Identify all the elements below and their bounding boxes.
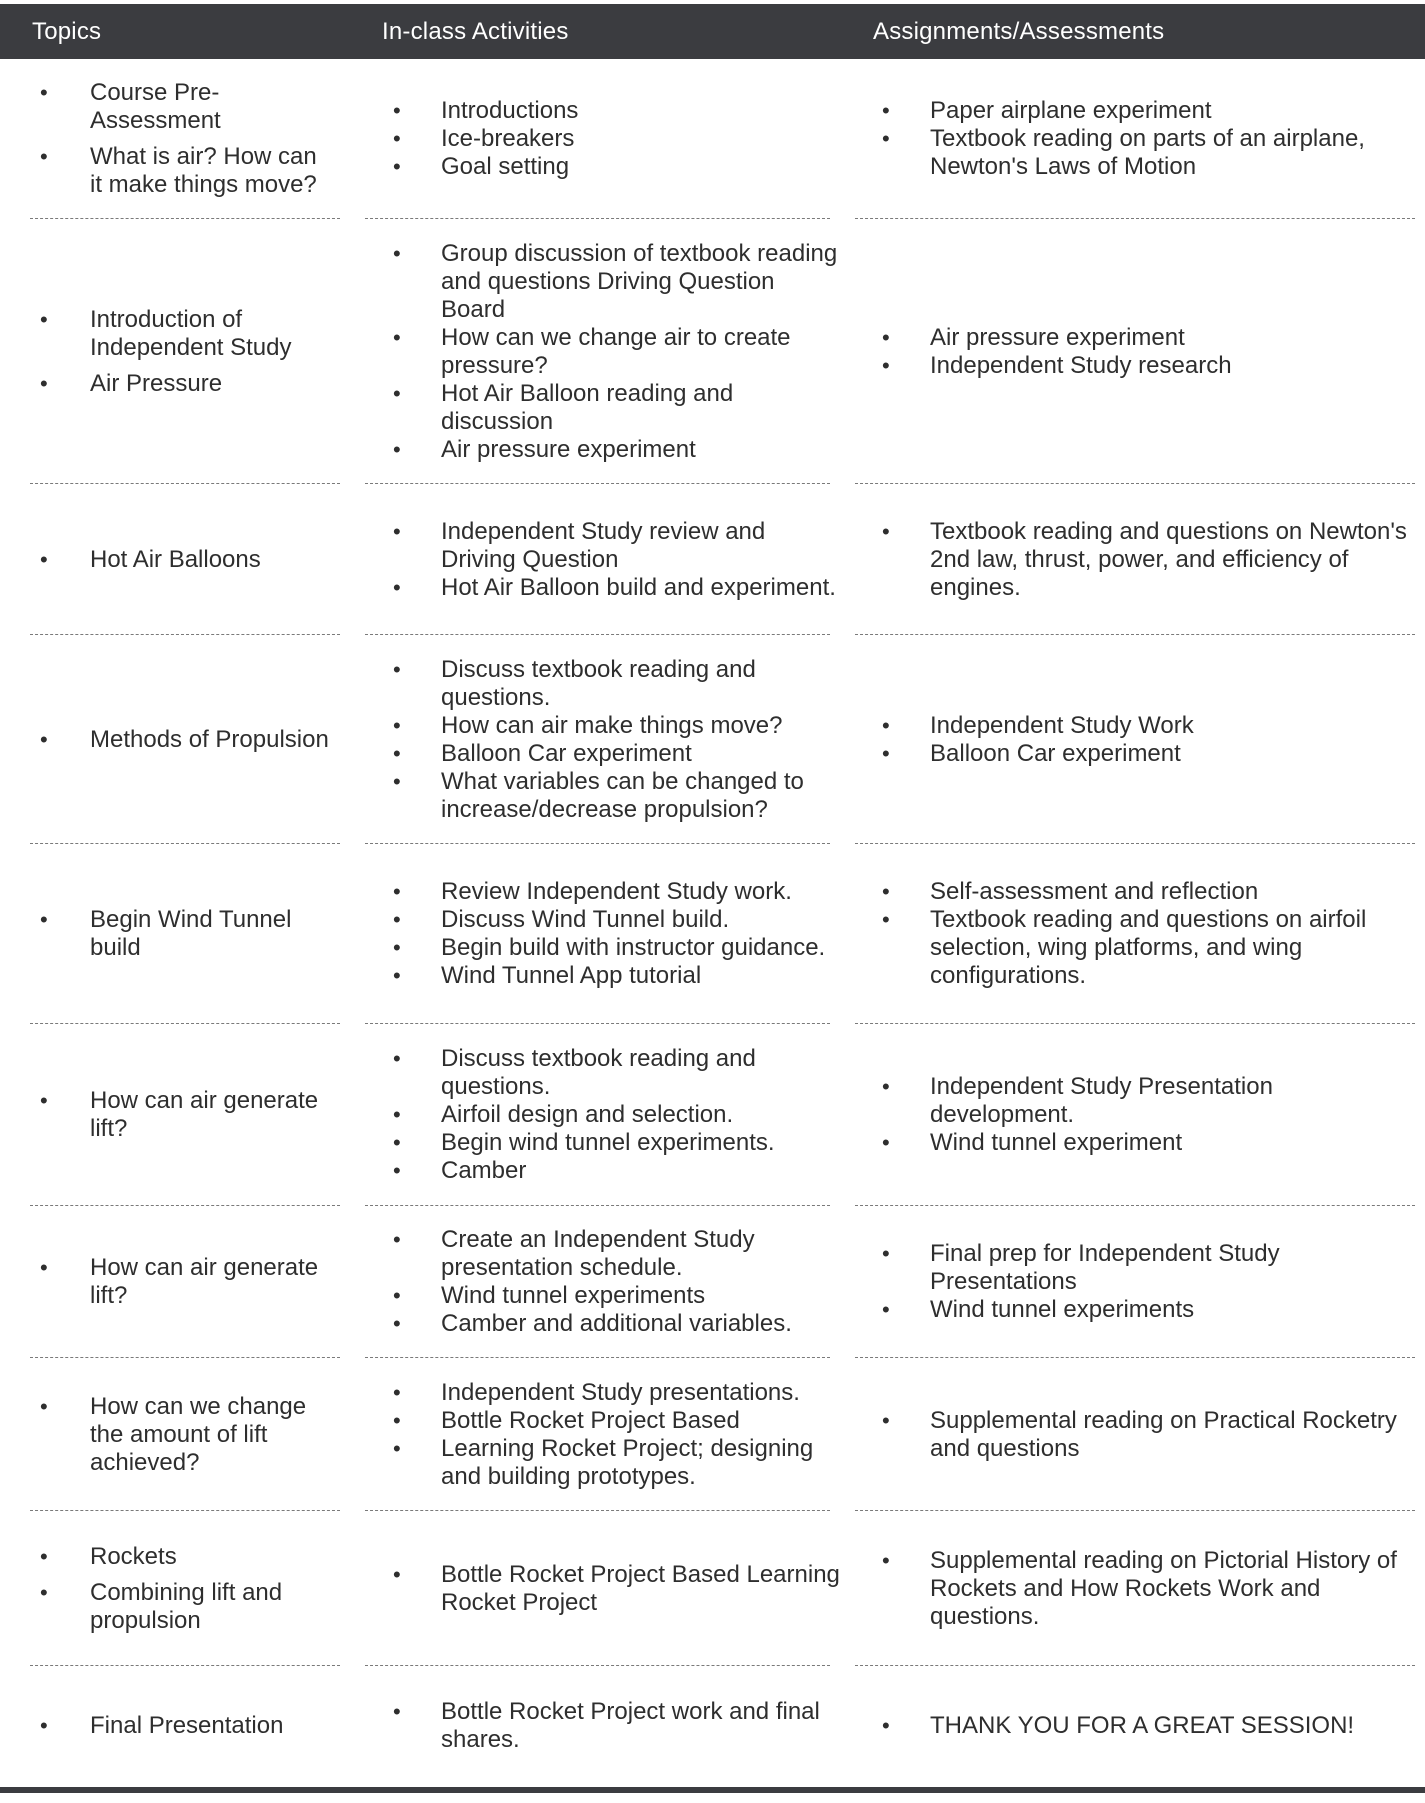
bullet-icon: • bbox=[393, 240, 401, 266]
bullet-icon: • bbox=[393, 1046, 401, 1071]
bullet-icon: • bbox=[393, 1699, 401, 1724]
topic-list bbox=[0, 1712, 355, 1740]
topic-cell bbox=[0, 220, 355, 483]
list-item bbox=[393, 934, 841, 962]
list-item bbox=[40, 1578, 330, 1635]
activity-text: Independent Study review and Driving Question bbox=[441, 517, 766, 573]
topic-text: Combining lift and propulsion bbox=[90, 1578, 283, 1634]
bullet-icon: • bbox=[393, 712, 401, 738]
bullet-icon: • bbox=[40, 1088, 48, 1113]
list-item bbox=[40, 725, 330, 754]
assignment-text: Final prep for Independent Study Presentations bbox=[930, 1240, 1280, 1295]
table-row bbox=[0, 1512, 1425, 1665]
row-divider bbox=[365, 1023, 830, 1024]
activity-text: Camber and additional variables. bbox=[441, 1310, 792, 1337]
activity-text: Begin build with instructor guidance. bbox=[441, 934, 826, 961]
table-row bbox=[0, 1667, 1425, 1785]
assignment-list bbox=[855, 878, 1425, 990]
assignment-cell bbox=[855, 1667, 1425, 1785]
activity-text: Review Independent Study work. bbox=[441, 878, 792, 905]
list-item bbox=[393, 517, 841, 574]
activity-cell bbox=[365, 1359, 845, 1510]
header-assignments-assessments: Assignments/Assessments bbox=[873, 18, 1165, 45]
bullet-icon: • bbox=[393, 1227, 401, 1252]
topic-cell bbox=[0, 1207, 355, 1357]
list-item bbox=[882, 878, 1420, 906]
list-item bbox=[393, 1045, 841, 1101]
bullet-icon: • bbox=[393, 1158, 401, 1183]
list-item bbox=[40, 545, 330, 574]
topic-cell bbox=[0, 1025, 355, 1205]
bullet-icon: • bbox=[882, 740, 890, 766]
list-item bbox=[40, 1712, 330, 1740]
list-item bbox=[393, 97, 841, 125]
list-item bbox=[882, 1712, 1420, 1740]
row-divider bbox=[365, 843, 830, 844]
bullet-icon: • bbox=[882, 907, 890, 932]
topic-list bbox=[0, 1393, 355, 1477]
list-item bbox=[393, 1101, 841, 1129]
list-item bbox=[882, 739, 1420, 768]
activity-text: Group discussion of textbook reading and questions Driving Question Board bbox=[441, 239, 838, 323]
assignment-cell bbox=[855, 1207, 1425, 1357]
list-item bbox=[393, 1157, 841, 1185]
topic-list bbox=[0, 1087, 355, 1143]
activity-text: Balloon Car experiment bbox=[441, 739, 692, 767]
bullet-icon: • bbox=[882, 1407, 890, 1433]
activity-text: Bottle Rocket Project Based Learning Rocket Project bbox=[441, 1560, 840, 1616]
list-item bbox=[393, 1434, 841, 1491]
bullet-icon: • bbox=[882, 1713, 890, 1738]
bullet-icon: • bbox=[393, 1102, 401, 1127]
list-item bbox=[882, 1406, 1420, 1463]
activity-text: Discuss textbook reading and questions. bbox=[441, 1045, 756, 1100]
activity-list bbox=[365, 1045, 845, 1185]
assignment-text: Paper airplane experiment bbox=[930, 97, 1212, 124]
list-item bbox=[40, 1254, 330, 1310]
topic-cell bbox=[0, 1359, 355, 1510]
topic-cell bbox=[0, 845, 355, 1023]
assignment-cell bbox=[855, 1512, 1425, 1665]
activity-text: Hot Air Balloon build and experiment. bbox=[441, 573, 836, 601]
assignment-list bbox=[855, 1240, 1425, 1324]
activity-text: Ice-breakers bbox=[441, 125, 575, 152]
bullet-icon: • bbox=[393, 324, 401, 350]
activity-text: How can we change air to create pressure? bbox=[441, 323, 791, 379]
bullet-icon: • bbox=[40, 1543, 48, 1569]
bullet-icon: • bbox=[40, 1713, 48, 1738]
bullet-icon: • bbox=[882, 1074, 890, 1099]
list-item bbox=[40, 1542, 330, 1571]
bullet-icon: • bbox=[393, 380, 401, 406]
table-row bbox=[0, 1207, 1425, 1357]
bullet-icon: • bbox=[393, 126, 401, 151]
activity-cell bbox=[365, 220, 845, 483]
activity-list bbox=[365, 240, 845, 464]
header-topics: Topics bbox=[32, 18, 102, 45]
activity-text: Wind Tunnel App tutorial bbox=[441, 962, 702, 989]
bullet-icon: • bbox=[40, 144, 48, 169]
assignment-text: Textbook reading and questions on airfoil selection, wing platforms, and wing configurations. bbox=[930, 906, 1367, 989]
assignment-cell bbox=[855, 1359, 1425, 1510]
topic-list bbox=[0, 306, 355, 398]
row-divider bbox=[365, 483, 830, 484]
list-item bbox=[393, 435, 841, 464]
assignment-list bbox=[855, 324, 1425, 380]
list-item bbox=[393, 878, 841, 906]
row-divider bbox=[365, 1205, 830, 1206]
activity-text: Air pressure experiment bbox=[441, 435, 696, 463]
bullet-icon: • bbox=[882, 352, 890, 378]
assignment-list bbox=[855, 1547, 1425, 1631]
assignment-text: Balloon Car experiment bbox=[930, 739, 1181, 767]
assignment-text: Textbook reading on parts of an airplane, Newton's Laws of Motion bbox=[930, 125, 1365, 180]
topic-text: How can air generate lift? bbox=[90, 1087, 319, 1142]
bullet-icon: • bbox=[393, 907, 401, 932]
list-item bbox=[393, 1226, 841, 1282]
header-in-class-activities: In-class Activities bbox=[382, 18, 569, 45]
list-item bbox=[393, 1560, 841, 1617]
bullet-icon: • bbox=[40, 546, 48, 572]
activity-cell bbox=[365, 485, 845, 634]
list-item bbox=[393, 739, 841, 768]
bullet-icon: • bbox=[882, 324, 890, 350]
assignment-list bbox=[855, 518, 1425, 602]
list-item bbox=[40, 305, 330, 362]
activity-cell bbox=[365, 1207, 845, 1357]
bullet-icon: • bbox=[393, 1130, 401, 1155]
bullet-icon: • bbox=[393, 1379, 401, 1405]
assignment-cell bbox=[855, 1025, 1425, 1205]
list-item bbox=[882, 1129, 1420, 1157]
bullet-icon: • bbox=[393, 935, 401, 960]
row-divider bbox=[365, 218, 830, 219]
list-item bbox=[393, 573, 841, 602]
row-divider bbox=[30, 218, 340, 219]
activity-text: Discuss Wind Tunnel build. bbox=[441, 906, 730, 933]
activity-list bbox=[365, 1698, 845, 1754]
bullet-icon: • bbox=[393, 740, 401, 766]
topic-cell bbox=[0, 60, 355, 218]
bullet-icon: • bbox=[393, 574, 401, 600]
list-item bbox=[882, 711, 1420, 740]
activity-text: Bottle Rocket Project work and final shares. bbox=[441, 1698, 820, 1753]
list-item bbox=[882, 1546, 1420, 1631]
activity-cell bbox=[365, 845, 845, 1023]
activity-cell bbox=[365, 1025, 845, 1205]
topic-list bbox=[0, 1254, 355, 1310]
assignment-cell bbox=[855, 636, 1425, 843]
assignment-list bbox=[855, 97, 1425, 181]
row-divider bbox=[855, 843, 1415, 844]
activity-text: Wind tunnel experiments bbox=[441, 1282, 706, 1309]
activity-list bbox=[365, 1379, 845, 1491]
bullet-icon: • bbox=[40, 370, 48, 396]
topic-cell bbox=[0, 485, 355, 634]
list-item bbox=[393, 767, 841, 824]
activity-text: What variables can be changed to increase/decrease propulsion? bbox=[441, 767, 804, 823]
row-divider bbox=[855, 634, 1415, 635]
bullet-icon: • bbox=[393, 963, 401, 988]
assignment-text: Supplemental reading on Practical Rocketry and questions bbox=[930, 1406, 1397, 1462]
activity-text: Independent Study presentations. bbox=[441, 1378, 800, 1406]
activity-text: Introductions bbox=[441, 97, 579, 124]
topic-text: Begin Wind Tunnel build bbox=[90, 906, 292, 961]
activity-cell bbox=[365, 1667, 845, 1785]
list-item bbox=[393, 1282, 841, 1310]
assignment-list bbox=[855, 712, 1425, 768]
list-item bbox=[393, 379, 841, 436]
assignment-text: Textbook reading and questions on Newton's 2nd law, thrust, power, and efficiency of engines. bbox=[930, 517, 1407, 601]
list-item bbox=[882, 323, 1420, 352]
bullet-icon: • bbox=[393, 656, 401, 682]
row-divider bbox=[365, 634, 830, 635]
topic-text: Hot Air Balloons bbox=[90, 545, 261, 573]
list-item bbox=[393, 1406, 841, 1435]
list-item bbox=[882, 1296, 1420, 1324]
table-bottom-border bbox=[0, 1787, 1425, 1793]
assignment-cell bbox=[855, 220, 1425, 483]
table-row bbox=[0, 485, 1425, 634]
assignment-list bbox=[855, 1407, 1425, 1463]
list-item bbox=[882, 351, 1420, 380]
topic-text: Final Presentation bbox=[90, 1712, 284, 1739]
bullet-icon: • bbox=[40, 907, 48, 932]
row-divider bbox=[365, 1510, 830, 1511]
list-item bbox=[393, 323, 841, 380]
bullet-icon: • bbox=[882, 1130, 890, 1155]
bullet-icon: • bbox=[393, 1561, 401, 1587]
list-item bbox=[393, 962, 841, 990]
topic-text: Course Pre-Assessment bbox=[90, 79, 221, 134]
table-row bbox=[0, 845, 1425, 1023]
activity-cell bbox=[365, 636, 845, 843]
topic-list bbox=[0, 1543, 355, 1635]
list-item bbox=[882, 517, 1420, 602]
topic-list bbox=[0, 546, 355, 574]
list-item bbox=[40, 369, 330, 398]
bullet-icon: • bbox=[40, 1579, 48, 1605]
bullet-icon: • bbox=[393, 768, 401, 794]
activity-text: Create an Independent Study presentation schedule. bbox=[441, 1226, 755, 1281]
topic-list bbox=[0, 79, 355, 199]
topic-cell bbox=[0, 1512, 355, 1665]
assignment-list bbox=[855, 1073, 1425, 1157]
list-item bbox=[40, 79, 330, 135]
row-divider bbox=[855, 1665, 1415, 1666]
activity-text: Camber bbox=[441, 1157, 527, 1184]
assignment-cell bbox=[855, 845, 1425, 1023]
activity-text: How can air make things move? bbox=[441, 711, 783, 739]
bullet-icon: • bbox=[393, 1311, 401, 1336]
activity-text: Airfoil design and selection. bbox=[441, 1101, 734, 1128]
activity-text: Discuss textbook reading and questions. bbox=[441, 655, 756, 711]
row-divider bbox=[855, 483, 1415, 484]
bullet-icon: • bbox=[882, 1297, 890, 1322]
topic-text: What is air? How can it make things move? bbox=[90, 143, 317, 198]
row-divider bbox=[30, 1357, 340, 1358]
list-item bbox=[882, 125, 1420, 181]
activity-text: Learning Rocket Project; designing and building prototypes. bbox=[441, 1434, 814, 1490]
bullet-icon: • bbox=[882, 879, 890, 904]
activity-list bbox=[365, 1226, 845, 1338]
topic-cell bbox=[0, 1667, 355, 1785]
list-item bbox=[393, 239, 841, 324]
assignment-text: Self-assessment and reflection bbox=[930, 878, 1259, 905]
row-divider bbox=[30, 483, 340, 484]
list-item bbox=[40, 143, 330, 199]
row-divider bbox=[855, 1510, 1415, 1511]
activity-list bbox=[365, 656, 845, 824]
bullet-icon: • bbox=[393, 154, 401, 179]
row-divider bbox=[30, 843, 340, 844]
bullet-icon: • bbox=[393, 1435, 401, 1461]
activity-list bbox=[365, 878, 845, 990]
list-item bbox=[393, 655, 841, 712]
list-item bbox=[393, 1698, 841, 1754]
table-header bbox=[0, 4, 1425, 59]
topic-list bbox=[0, 906, 355, 962]
assignment-cell bbox=[855, 485, 1425, 634]
list-item bbox=[882, 1073, 1420, 1129]
bullet-icon: • bbox=[882, 98, 890, 123]
assignment-text: Wind tunnel experiments bbox=[930, 1296, 1195, 1323]
activity-cell bbox=[365, 1512, 845, 1665]
row-divider bbox=[30, 1205, 340, 1206]
bullet-icon: • bbox=[40, 1255, 48, 1280]
assignment-text: Air pressure experiment bbox=[930, 323, 1185, 351]
table-row bbox=[0, 220, 1425, 483]
row-divider bbox=[30, 634, 340, 635]
assignment-text: Wind tunnel experiment bbox=[930, 1129, 1183, 1156]
row-divider bbox=[365, 1357, 830, 1358]
topic-text: How can air generate lift? bbox=[90, 1254, 319, 1309]
assignment-text: Independent Study Work bbox=[930, 711, 1194, 739]
activity-text: Begin wind tunnel experiments. bbox=[441, 1129, 775, 1156]
row-divider bbox=[855, 1357, 1415, 1358]
bullet-icon: • bbox=[882, 518, 890, 544]
bullet-icon: • bbox=[393, 1407, 401, 1433]
bullet-icon: • bbox=[393, 436, 401, 462]
activity-cell bbox=[365, 60, 845, 218]
bullet-icon: • bbox=[393, 1283, 401, 1308]
bullet-icon: • bbox=[40, 306, 48, 332]
activity-text: Bottle Rocket Project Based bbox=[441, 1406, 740, 1434]
bullet-icon: • bbox=[393, 879, 401, 904]
list-item bbox=[393, 1310, 841, 1338]
assignment-list bbox=[855, 1712, 1425, 1740]
topic-text: How can we change the amount of lift achieved? bbox=[90, 1392, 307, 1476]
bullet-icon: • bbox=[882, 712, 890, 738]
list-item bbox=[40, 1392, 330, 1477]
activity-list bbox=[365, 1561, 845, 1617]
assignment-text: THANK YOU FOR A GREAT SESSION! bbox=[930, 1712, 1355, 1739]
assignment-text: Independent Study Presentation development. bbox=[930, 1073, 1273, 1128]
list-item bbox=[40, 906, 330, 962]
list-item bbox=[882, 97, 1420, 125]
list-item bbox=[393, 125, 841, 153]
row-divider bbox=[855, 218, 1415, 219]
bullet-icon: • bbox=[40, 80, 48, 105]
topic-list bbox=[0, 726, 355, 754]
assignment-text: Supplemental reading on Pictorial History of Rockets and How Rockets Work and questions. bbox=[930, 1546, 1397, 1630]
topic-text: Air Pressure bbox=[90, 369, 223, 397]
activity-list bbox=[365, 97, 845, 181]
table-row bbox=[0, 1025, 1425, 1205]
table-row bbox=[0, 60, 1425, 218]
table-row bbox=[0, 636, 1425, 843]
bullet-icon: • bbox=[882, 126, 890, 151]
bullet-icon: • bbox=[40, 726, 48, 752]
bullet-icon: • bbox=[393, 518, 401, 544]
list-item bbox=[882, 1240, 1420, 1296]
row-divider bbox=[30, 1510, 340, 1511]
bullet-icon: • bbox=[393, 98, 401, 123]
activity-text: Goal setting bbox=[441, 153, 570, 180]
topic-cell bbox=[0, 636, 355, 843]
list-item bbox=[393, 1378, 841, 1407]
list-item bbox=[393, 1129, 841, 1157]
bullet-icon: • bbox=[882, 1547, 890, 1573]
list-item bbox=[393, 711, 841, 740]
activity-list bbox=[365, 518, 845, 602]
topic-text: Introduction of Independent Study bbox=[90, 305, 292, 361]
row-divider bbox=[855, 1023, 1415, 1024]
list-item bbox=[882, 906, 1420, 990]
assignment-cell bbox=[855, 60, 1425, 218]
topic-text: Methods of Propulsion bbox=[90, 725, 329, 753]
bullet-icon: • bbox=[882, 1241, 890, 1266]
activity-text: Hot Air Balloon reading and discussion bbox=[441, 379, 734, 435]
list-item bbox=[393, 153, 841, 181]
row-divider bbox=[855, 1205, 1415, 1206]
assignment-text: Independent Study research bbox=[930, 351, 1232, 379]
table-row bbox=[0, 1359, 1425, 1510]
topic-text: Rockets bbox=[90, 1542, 177, 1570]
row-divider bbox=[365, 1665, 830, 1666]
list-item bbox=[393, 906, 841, 934]
bullet-icon: • bbox=[40, 1393, 48, 1419]
list-item bbox=[40, 1087, 330, 1143]
row-divider bbox=[30, 1023, 340, 1024]
row-divider bbox=[30, 1665, 340, 1666]
